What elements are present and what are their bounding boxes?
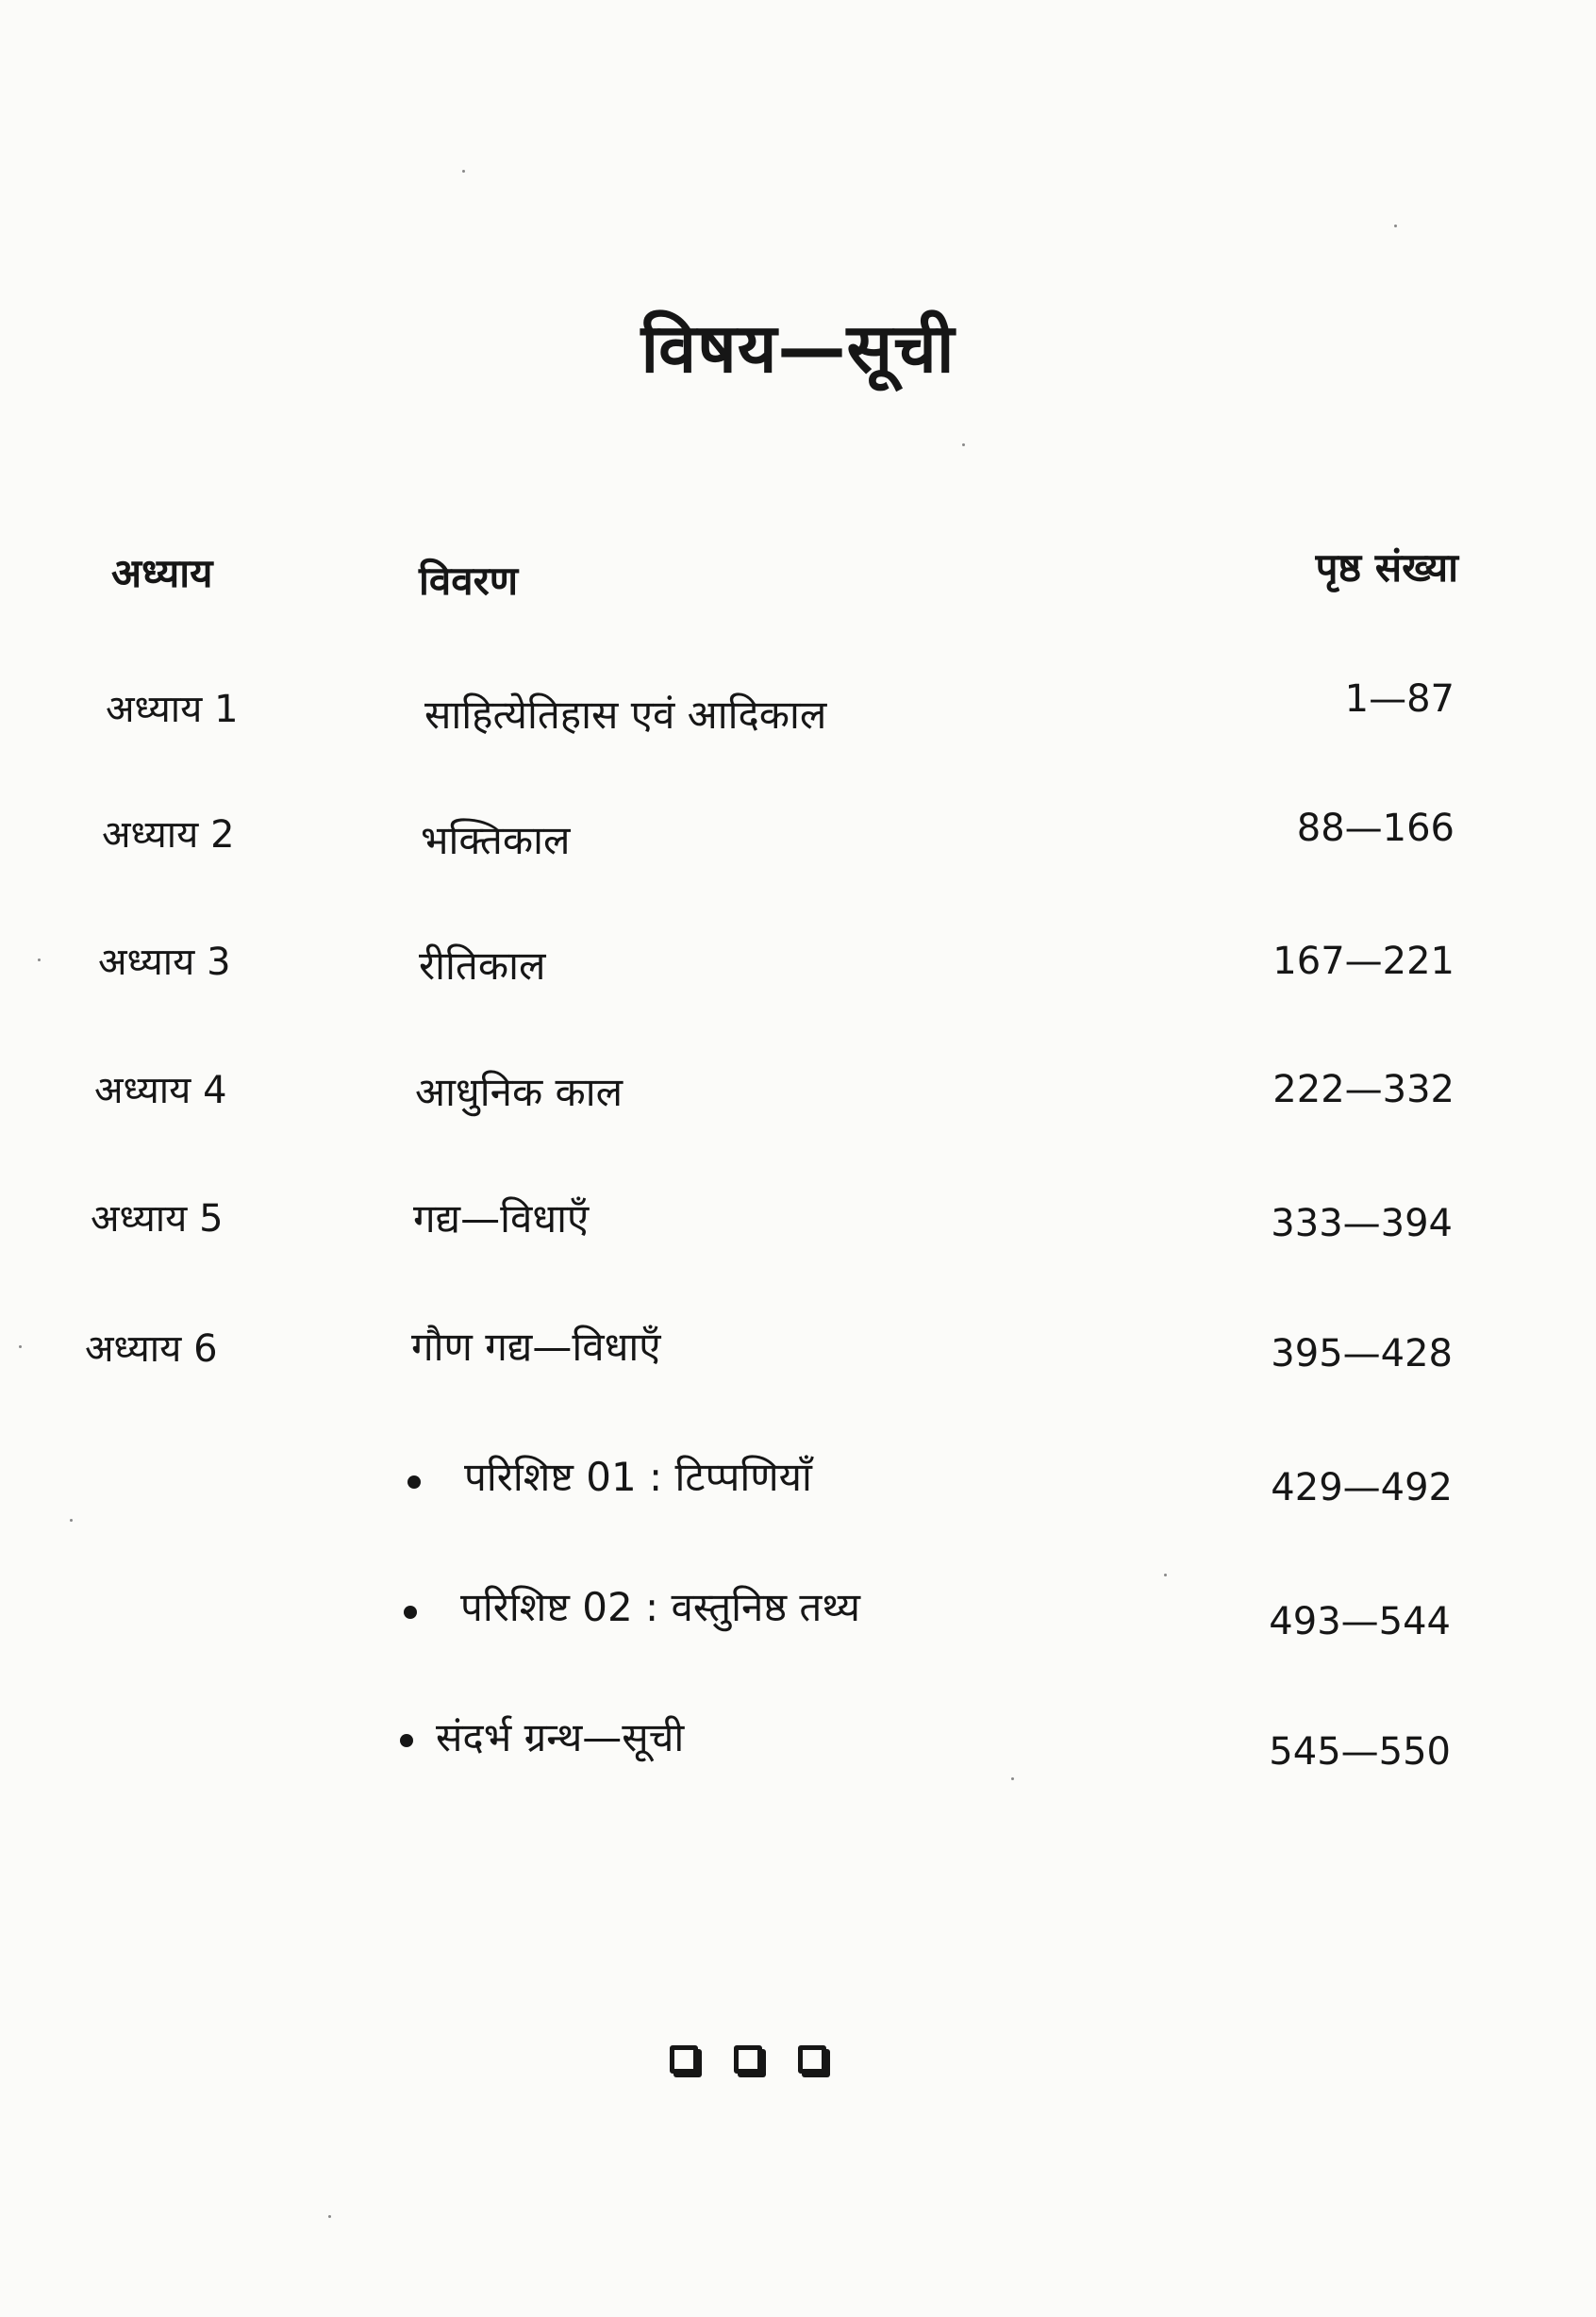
page-range: 493—544 (1269, 1600, 1451, 1643)
scan-speck (462, 170, 465, 173)
bullet-icon (400, 1734, 413, 1747)
chapter-description: गद्य—विधाएँ (413, 1195, 590, 1242)
appendix-description: परिशिष्ट 01 : टिप्पणियाँ (464, 1454, 812, 1500)
page-range: 88—166 (1296, 807, 1455, 850)
chapter-label: अध्याय 5 (91, 1197, 224, 1241)
chapter-description: भक्तिकाल (421, 817, 571, 863)
square-icon (734, 2045, 762, 2074)
chapter-description: आधुनिक काल (415, 1069, 623, 1115)
toc-row (0, 1709, 1596, 1775)
square-icon (670, 2045, 698, 2074)
column-header-chapter: अध्याय (111, 550, 213, 596)
toc-row (0, 1062, 1596, 1128)
bullet-icon (407, 1475, 421, 1489)
appendix-description: परिशिष्ट 02 : वस्तुनिष्ठ तथ्य (460, 1584, 860, 1630)
scan-speck (1394, 225, 1397, 227)
chapter-description: गौण गद्य—विधाएँ (411, 1324, 661, 1370)
square-icon (798, 2045, 826, 2074)
scan-speck (70, 1519, 73, 1522)
chapter-label: अध्याय 3 (98, 941, 231, 984)
chapter-label: अध्याय 2 (102, 813, 235, 857)
page-range: 222—332 (1272, 1068, 1455, 1111)
column-header-description: विवरण (419, 558, 519, 604)
toc-row (0, 1579, 1596, 1645)
toc-row (0, 1449, 1596, 1515)
chapter-label: अध्याय 4 (94, 1069, 227, 1112)
scan-speck (328, 2215, 331, 2218)
scan-speck (1164, 1574, 1167, 1576)
page-range: 1—87 (1344, 677, 1455, 721)
toc-row (0, 1191, 1596, 1257)
toc-row (0, 934, 1596, 1000)
toc-row (0, 677, 1596, 747)
page-range: 395—428 (1271, 1332, 1453, 1375)
appendix-description: संदर्भ ग्रन्थ—सूची (436, 1714, 685, 1760)
end-marks (670, 2045, 826, 2074)
bullet-icon (404, 1606, 417, 1619)
chapter-description: रीतिकाल (419, 942, 546, 989)
page-range: 167—221 (1272, 940, 1455, 983)
page-range: 333—394 (1271, 1202, 1453, 1245)
page-title: विषय—सूची (640, 308, 956, 388)
scan-speck (38, 958, 41, 961)
chapter-label: अध्याय 6 (85, 1327, 218, 1371)
toc-row (0, 807, 1596, 873)
scan-speck (962, 443, 965, 446)
page-range: 429—492 (1271, 1466, 1453, 1509)
scan-speck (19, 1345, 22, 1348)
toc-row (0, 1321, 1596, 1387)
chapter-description: साहित्येतिहास एवं आदिकाल (424, 692, 827, 738)
chapter-label: अध्याय 1 (106, 688, 239, 731)
column-header-pages: पृष्ठ संख्या (1315, 544, 1458, 591)
page-range: 545—550 (1269, 1730, 1451, 1774)
scan-speck (1011, 1777, 1014, 1780)
